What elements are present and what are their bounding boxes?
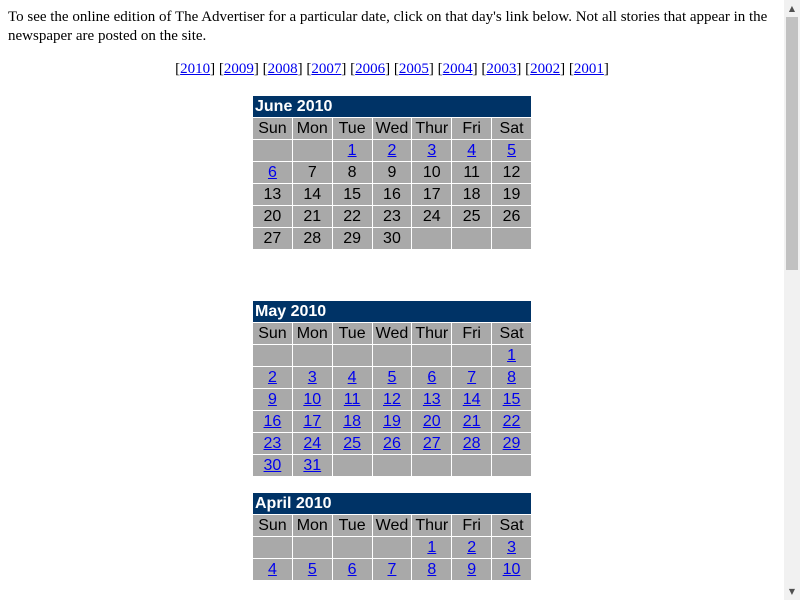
day-link[interactable]: 17 bbox=[303, 412, 322, 430]
day-link[interactable]: 19 bbox=[383, 412, 401, 430]
scroll-down-arrow-icon[interactable]: ▼ bbox=[788, 587, 796, 596]
calendar-day-cell bbox=[293, 367, 332, 388]
calendar-day-cell bbox=[333, 411, 372, 432]
calendar-day-cell bbox=[333, 389, 372, 410]
day-link[interactable]: 16 bbox=[263, 412, 282, 430]
day-link[interactable]: 5 bbox=[387, 368, 397, 386]
calendar-day-cell: 22 bbox=[333, 206, 372, 227]
weekday-header: Sat bbox=[492, 515, 531, 536]
calendar-empty-cell bbox=[373, 345, 412, 366]
weekday-header: Thur bbox=[412, 515, 451, 536]
day-link[interactable]: 18 bbox=[343, 412, 361, 430]
day-link[interactable]: 3 bbox=[507, 538, 516, 556]
day-link[interactable]: 5 bbox=[307, 560, 317, 578]
calendar-day-cell: 27 bbox=[253, 228, 292, 249]
calendar-day-cell: 12 bbox=[492, 162, 531, 183]
calendar-week-row bbox=[253, 559, 531, 580]
calendar-day-cell bbox=[492, 345, 531, 366]
month-calendar bbox=[252, 95, 532, 250]
day-link[interactable]: 7 bbox=[467, 368, 477, 386]
year-link-item: [2004] bbox=[437, 61, 478, 77]
month-calendar bbox=[252, 300, 532, 477]
calendar-empty-cell bbox=[492, 228, 531, 249]
calendar-day-cell: 29 bbox=[333, 228, 372, 249]
calendar-day-cell: 14 bbox=[293, 184, 332, 205]
day-link[interactable]: 2 bbox=[387, 141, 397, 159]
year-link-item: [2003] bbox=[481, 61, 522, 77]
calendar-week-row bbox=[253, 389, 531, 410]
weekday-header: Mon bbox=[293, 118, 332, 139]
calendar-day-cell bbox=[373, 433, 412, 454]
year-link-2006[interactable]: 2006 bbox=[355, 61, 386, 77]
calendar-day-cell: 8 bbox=[333, 162, 372, 183]
day-link[interactable]: 9 bbox=[267, 390, 277, 408]
calendar-empty-cell bbox=[333, 455, 372, 476]
calendar-list bbox=[252, 95, 532, 581]
year-link-2001[interactable]: 2001 bbox=[573, 61, 604, 77]
weekday-header-row bbox=[253, 323, 531, 344]
calendar-week-row bbox=[253, 455, 531, 476]
year-link-item: [2010] bbox=[175, 61, 216, 77]
day-link[interactable]: 26 bbox=[383, 434, 401, 452]
day-link[interactable]: 10 bbox=[502, 560, 521, 578]
calendar-day-cell bbox=[253, 433, 292, 454]
weekday-header: Sat bbox=[492, 118, 531, 139]
calendar-day-cell: 23 bbox=[373, 206, 412, 227]
calendar-day-cell: 15 bbox=[333, 184, 372, 205]
calendar-empty-cell bbox=[492, 455, 531, 476]
calendar-week-row bbox=[253, 206, 531, 227]
calendar-day-cell bbox=[412, 367, 451, 388]
day-link[interactable]: 1 bbox=[347, 141, 357, 159]
day-link[interactable]: 7 bbox=[387, 560, 397, 578]
day-link[interactable]: 6 bbox=[267, 163, 277, 181]
day-link[interactable]: 10 bbox=[303, 390, 322, 408]
calendar-day-cell bbox=[412, 411, 451, 432]
calendar-day-cell bbox=[253, 411, 292, 432]
calendar-month-title: June 2010 bbox=[253, 96, 531, 117]
day-link[interactable]: 30 bbox=[263, 456, 282, 474]
calendar-day-cell bbox=[492, 537, 531, 558]
calendar-day-cell: 19 bbox=[492, 184, 531, 205]
calendar-day-cell bbox=[452, 411, 491, 432]
calendar-day-cell bbox=[452, 537, 491, 558]
day-link[interactable]: 6 bbox=[347, 560, 357, 578]
calendar-day-cell: 21 bbox=[293, 206, 332, 227]
weekday-header: Sat bbox=[492, 323, 531, 344]
scroll-up-arrow-icon[interactable]: ▲ bbox=[788, 4, 796, 13]
calendar-empty-cell bbox=[412, 345, 451, 366]
weekday-header: Tue bbox=[333, 118, 372, 139]
year-link-item: [2006] bbox=[350, 61, 391, 77]
calendar-day-cell bbox=[452, 559, 491, 580]
weekday-header: Thur bbox=[412, 118, 451, 139]
weekday-header: Tue bbox=[333, 323, 372, 344]
calendar-empty-cell bbox=[373, 537, 412, 558]
calendar-empty-cell bbox=[253, 140, 292, 161]
day-link[interactable]: 31 bbox=[303, 456, 322, 474]
calendar-empty-cell bbox=[452, 228, 491, 249]
calendar-day-cell bbox=[293, 559, 332, 580]
day-link[interactable]: 13 bbox=[422, 390, 441, 408]
calendar-day-cell bbox=[253, 559, 292, 580]
weekday-header-row bbox=[253, 515, 531, 536]
calendar-day-cell: 11 bbox=[452, 162, 491, 183]
calendar-day-cell bbox=[373, 140, 412, 161]
calendar-day-cell bbox=[492, 389, 531, 410]
day-link[interactable]: 4 bbox=[347, 368, 357, 386]
calendar-day-cell: 18 bbox=[452, 184, 491, 205]
calendar-week-row bbox=[253, 140, 531, 161]
day-link[interactable]: 8 bbox=[427, 560, 437, 578]
calendar-day-cell: 16 bbox=[373, 184, 412, 205]
calendar-day-cell bbox=[412, 389, 451, 410]
day-link[interactable]: 6 bbox=[427, 368, 437, 386]
day-link[interactable]: 24 bbox=[303, 434, 322, 452]
calendar-day-cell: 24 bbox=[412, 206, 451, 227]
calendar-day-cell bbox=[253, 389, 292, 410]
weekday-header: Fri bbox=[452, 323, 491, 344]
calendar-day-cell bbox=[293, 389, 332, 410]
year-link-item: [2009] bbox=[218, 61, 259, 77]
day-link[interactable]: 8 bbox=[507, 368, 516, 386]
calendar-day-cell: 25 bbox=[452, 206, 491, 227]
calendar-day-cell bbox=[492, 433, 531, 454]
day-link[interactable]: 29 bbox=[502, 434, 521, 452]
scroll-thumb[interactable] bbox=[786, 17, 798, 270]
year-link-2008[interactable]: 2008 bbox=[267, 61, 298, 77]
day-link[interactable]: 4 bbox=[467, 141, 477, 159]
day-link[interactable]: 3 bbox=[307, 368, 317, 386]
calendar-week-row bbox=[253, 228, 531, 249]
calendar-spacer bbox=[252, 250, 532, 300]
year-link-item: [2007] bbox=[306, 61, 347, 77]
calendar-day-cell bbox=[293, 455, 332, 476]
calendar-day-cell bbox=[412, 559, 451, 580]
year-link-2010[interactable]: 2010 bbox=[180, 61, 211, 77]
calendar-week-row bbox=[253, 367, 531, 388]
day-link[interactable]: 11 bbox=[343, 390, 361, 408]
calendar-day-cell bbox=[373, 411, 412, 432]
calendar-day-cell bbox=[253, 367, 292, 388]
calendar-day-cell bbox=[452, 389, 491, 410]
year-link-item: [2005] bbox=[393, 61, 434, 77]
year-link-item: [2001] bbox=[568, 61, 609, 77]
weekday-header: Sun bbox=[253, 515, 292, 536]
day-link[interactable]: 3 bbox=[427, 141, 437, 159]
calendar-day-cell bbox=[253, 455, 292, 476]
day-link[interactable]: 4 bbox=[267, 560, 277, 578]
day-link[interactable]: 14 bbox=[462, 390, 481, 408]
calendar-day-cell: 10 bbox=[412, 162, 451, 183]
weekday-header: Fri bbox=[452, 118, 491, 139]
calendar-day-cell: 17 bbox=[412, 184, 451, 205]
calendar-day-cell bbox=[412, 140, 451, 161]
calendar-day-cell: 9 bbox=[373, 162, 412, 183]
weekday-header: Mon bbox=[293, 515, 332, 536]
month-calendar bbox=[252, 492, 532, 581]
calendar-week-row bbox=[253, 162, 531, 183]
day-link[interactable]: 12 bbox=[383, 390, 401, 408]
year-link-2009[interactable]: 2009 bbox=[223, 61, 254, 77]
weekday-header: Tue bbox=[333, 515, 372, 536]
weekday-header: Mon bbox=[293, 323, 332, 344]
intro-text: To see the online edition of The Advertiser for a particular date, click on that day's link below. Not all stories that appear in the newspaper are posted on the site. bbox=[8, 9, 768, 44]
calendar-day-cell bbox=[492, 411, 531, 432]
calendar-empty-cell bbox=[293, 140, 332, 161]
day-link[interactable]: 25 bbox=[343, 434, 361, 452]
day-link[interactable]: 1 bbox=[427, 538, 437, 556]
calendar-week-row bbox=[253, 184, 531, 205]
calendar-day-cell bbox=[492, 367, 531, 388]
weekday-header: Sun bbox=[253, 323, 292, 344]
calendar-day-cell bbox=[293, 411, 332, 432]
calendar-empty-cell bbox=[412, 228, 451, 249]
day-link[interactable]: 23 bbox=[263, 434, 282, 452]
weekday-header-row bbox=[253, 118, 531, 139]
day-link[interactable]: 5 bbox=[507, 141, 516, 159]
day-link[interactable]: 20 bbox=[422, 412, 441, 430]
day-link[interactable]: 2 bbox=[267, 368, 277, 386]
calendar-week-row bbox=[253, 537, 531, 558]
weekday-header: Wed bbox=[373, 118, 412, 139]
year-link-item: [2008] bbox=[262, 61, 303, 77]
day-link[interactable]: 2 bbox=[467, 538, 477, 556]
calendar-empty-cell bbox=[293, 537, 332, 558]
calendar-day-cell bbox=[492, 559, 531, 580]
weekday-header: Thur bbox=[412, 323, 451, 344]
calendar-day-cell: 7 bbox=[293, 162, 332, 183]
calendar-day-cell bbox=[452, 367, 491, 388]
calendar-day-cell bbox=[373, 389, 412, 410]
calendar-day-cell: 26 bbox=[492, 206, 531, 227]
calendar-day-cell bbox=[492, 140, 531, 161]
year-link-2004[interactable]: 2004 bbox=[442, 61, 473, 77]
calendar-week-row bbox=[253, 433, 531, 454]
calendar-day-cell bbox=[333, 433, 372, 454]
year-link-2007[interactable]: 2007 bbox=[311, 61, 342, 77]
year-link-2002[interactable]: 2002 bbox=[530, 61, 561, 77]
calendar-day-cell bbox=[373, 367, 412, 388]
calendar-day-cell bbox=[333, 367, 372, 388]
day-link[interactable]: 27 bbox=[422, 434, 441, 452]
calendar-empty-cell bbox=[253, 345, 292, 366]
calendar-month-title: April 2010 bbox=[253, 493, 531, 514]
day-link[interactable]: 15 bbox=[502, 390, 521, 408]
calendar-day-cell bbox=[333, 559, 372, 580]
vertical-scrollbar[interactable] bbox=[784, 0, 800, 600]
calendar-day-cell bbox=[293, 433, 332, 454]
calendar-week-row bbox=[253, 411, 531, 432]
calendar-day-cell: 28 bbox=[293, 228, 332, 249]
calendar-day-cell bbox=[253, 162, 292, 183]
calendar-day-cell bbox=[452, 140, 491, 161]
year-link-2005[interactable]: 2005 bbox=[398, 61, 429, 77]
weekday-header: Wed bbox=[373, 323, 412, 344]
calendar-empty-cell bbox=[452, 345, 491, 366]
weekday-header: Fri bbox=[452, 515, 491, 536]
calendar-empty-cell bbox=[293, 345, 332, 366]
calendar-day-cell: 30 bbox=[373, 228, 412, 249]
day-link[interactable]: 21 bbox=[462, 412, 481, 430]
calendar-day-cell: 20 bbox=[253, 206, 292, 227]
day-link[interactable]: 1 bbox=[507, 346, 516, 364]
calendar-empty-cell bbox=[333, 345, 372, 366]
day-link[interactable]: 22 bbox=[502, 412, 521, 430]
calendar-empty-cell bbox=[412, 455, 451, 476]
calendar-empty-cell bbox=[333, 537, 372, 558]
calendar-day-cell bbox=[412, 433, 451, 454]
calendar-day-cell bbox=[373, 559, 412, 580]
calendar-empty-cell bbox=[253, 537, 292, 558]
calendar-day-cell bbox=[412, 537, 451, 558]
calendar-empty-cell bbox=[373, 455, 412, 476]
year-links bbox=[0, 60, 784, 79]
year-link-2003[interactable]: 2003 bbox=[486, 61, 517, 77]
calendar-day-cell bbox=[333, 140, 372, 161]
weekday-header: Sun bbox=[253, 118, 292, 139]
calendar-week-row bbox=[253, 345, 531, 366]
calendar-spacer bbox=[252, 477, 532, 492]
calendar-empty-cell bbox=[452, 455, 491, 476]
calendar-day-cell bbox=[452, 433, 491, 454]
calendar-day-cell: 13 bbox=[253, 184, 292, 205]
day-link[interactable]: 9 bbox=[467, 560, 477, 578]
day-link[interactable]: 28 bbox=[462, 434, 481, 452]
calendar-month-title: May 2010 bbox=[253, 301, 531, 322]
weekday-header: Wed bbox=[373, 515, 412, 536]
year-link-item: [2002] bbox=[525, 61, 566, 77]
